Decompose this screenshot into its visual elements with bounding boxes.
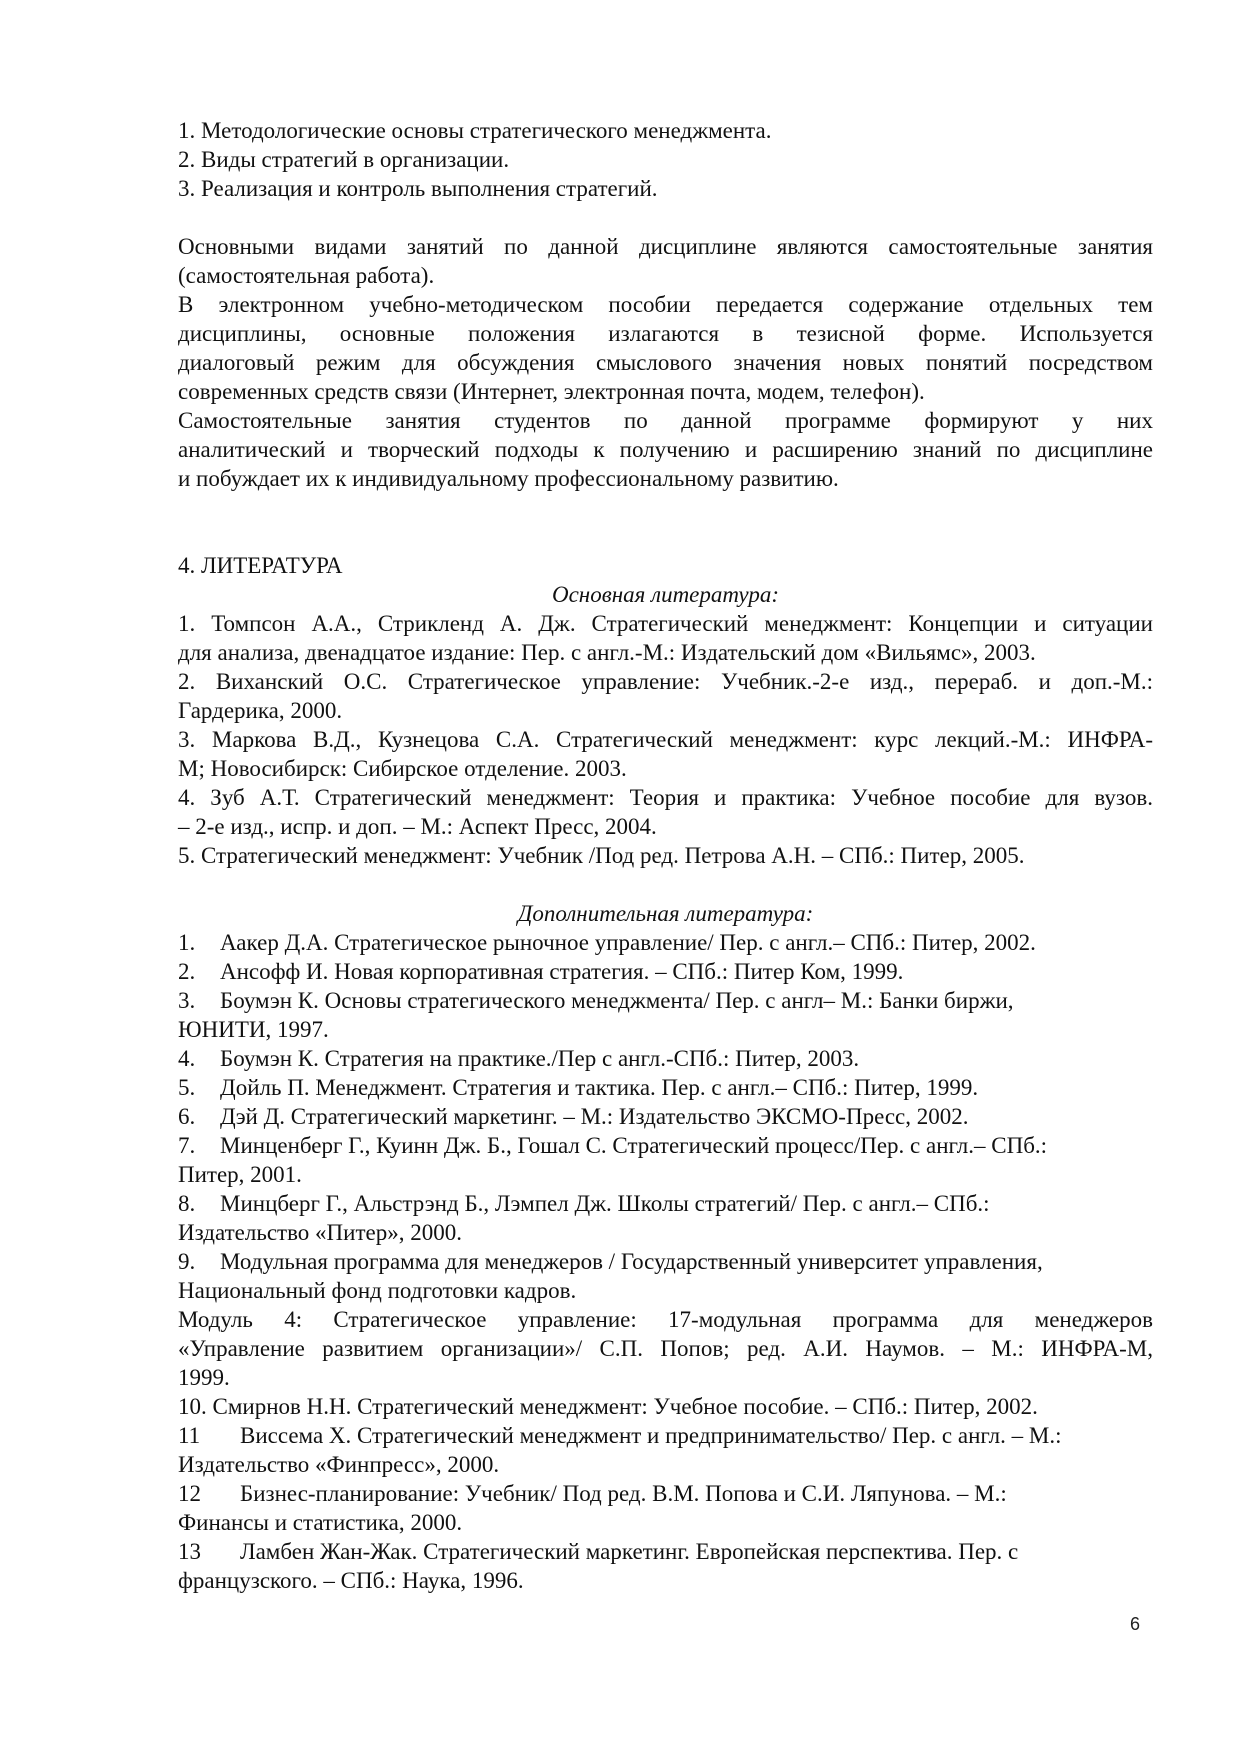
reference-line: Питер, 2001. bbox=[178, 1162, 302, 1187]
paragraph-line: диалоговый режим для обсуждения смыслового значения новых понятий посредством bbox=[178, 350, 1153, 375]
reference-line bbox=[178, 1537, 1153, 1566]
reference-line bbox=[178, 1073, 1153, 1102]
main-literature-list bbox=[178, 609, 1153, 870]
reference-line bbox=[178, 1044, 1153, 1073]
reference-text: Дойль П. Менеджмент. Стратегия и тактика. Пер. с англ.– СПб.: Питер, 1999. bbox=[220, 1075, 979, 1100]
reference-line: 1. Томпсон А.А., Стрикленд А. Дж. Стратегический менеджмент: Концепции и ситуации bbox=[178, 611, 1153, 636]
reference-text: Модульная программа для менеджеров / Государственный университет управления, bbox=[220, 1249, 1043, 1274]
reference-number: 6. bbox=[178, 1104, 196, 1129]
reference-line: Финансы и статистика, 2000. bbox=[178, 1510, 463, 1535]
reference-number: 1. bbox=[178, 930, 196, 955]
reference-text: Аакер Д.А. Стратегическое рыночное управление/ Пер. с англ.– СПб.: Питер, 2002. bbox=[220, 930, 1036, 955]
page-number: 6 bbox=[1130, 1614, 1141, 1634]
paragraph-line: В электронном учебно-методическом пособии передается содержание отдельных тем bbox=[178, 292, 1153, 317]
reference-line: 10. Смирнов Н.Н. Стратегический менеджмент: Учебное пособие. – СПб.: Питер, 2002. bbox=[178, 1394, 1038, 1419]
reference-number: 9. bbox=[178, 1249, 196, 1274]
reference-text: Боумэн К. Стратегия на практике./Пер с англ.-СПб.: Питер, 2003. bbox=[220, 1046, 860, 1071]
reference-line: 4. Зуб А.Т. Стратегический менеджмент: Теория и практика: Учебное пособие для вузов. bbox=[178, 785, 1153, 810]
reference-text: Виссема Х. Стратегический менеджмент и предпринимательство/ Пер. с англ. – М.: bbox=[240, 1423, 1062, 1448]
reference-line bbox=[178, 986, 1153, 1015]
reference-line: ЮНИТИ, 1997. bbox=[178, 1017, 329, 1042]
reference-line: М; Новосибирск: Сибирское отделение. 2003. bbox=[178, 756, 627, 781]
reference-number: 4. bbox=[178, 1046, 196, 1071]
reference-line bbox=[178, 928, 1153, 957]
paragraph-line: Основными видами занятий по данной дисциплине являются самостоятельные занятия bbox=[178, 234, 1153, 259]
reference-number: 12 bbox=[178, 1481, 201, 1506]
reference-line: 5. Стратегический менеджмент: Учебник /Под ред. Петрова А.Н. – СПб.: Питер, 2005. bbox=[178, 843, 1025, 868]
paragraph-line: дисциплины, основные положения излагаются в тезисной форме. Используется bbox=[178, 321, 1153, 346]
module-note-line: «Управление развитием организации»/ С.П. Попов; ред. А.И. Наумов. – М.: ИНФРА-М, bbox=[178, 1336, 1153, 1361]
reference-line: 2. Виханский О.С. Стратегическое управление: Учебник.-2-е изд., перераб. и доп.-М.: bbox=[178, 669, 1153, 694]
reference-text: Дэй Д. Стратегический маркетинг. – М.: Издательство ЭКСМО-Пресс, 2002. bbox=[220, 1104, 969, 1129]
reference-line: Гардерика, 2000. bbox=[178, 698, 343, 723]
reference-number: 13 bbox=[178, 1539, 201, 1564]
reference-line: для анализа, двенадцатое издание: Пер. с англ.-М.: Издательский дом «Вильямс», 2003. bbox=[178, 640, 1036, 665]
document-page bbox=[178, 116, 1153, 1595]
paragraph-line: Самостоятельные занятия студентов по данной программе формируют у них bbox=[178, 408, 1153, 433]
paragraph-line: и побуждает их к индивидуальному профессиональному развитию. bbox=[178, 466, 839, 491]
main-literature-title: Основная литература: bbox=[551, 582, 779, 607]
module-note-line: Модуль 4: Стратегическое управление: 17-модульная программа для менеджеров bbox=[178, 1307, 1153, 1332]
reference-line: Национальный фонд подготовки кадров. bbox=[178, 1278, 577, 1303]
paragraph-line: современных средств связи (Интернет, электронная почта, модем, телефон). bbox=[178, 379, 925, 404]
extra-literature-list bbox=[178, 928, 1153, 1595]
reference-number: 3. bbox=[178, 988, 196, 1013]
reference-line: Издательство «Финпресс», 2000. bbox=[178, 1452, 500, 1477]
paragraph-line: (самостоятельная работа). bbox=[178, 263, 435, 288]
reference-text: Бизнес-планирование: Учебник/ Под ред. В.М. Попова и С.И. Ляпунова. – М.: bbox=[240, 1481, 1007, 1506]
reference-line bbox=[178, 1247, 1153, 1276]
reference-text: Ансофф И. Новая корпоративная стратегия. – СПб.: Питер Ком, 1999. bbox=[220, 959, 904, 984]
reference-line: французского. – СПб.: Наука, 1996. bbox=[178, 1568, 524, 1593]
reference-number: 7. bbox=[178, 1133, 196, 1158]
reference-line bbox=[178, 1421, 1153, 1450]
reference-line bbox=[178, 957, 1153, 986]
reference-number: 2. bbox=[178, 959, 196, 984]
reference-text: Ламбен Жан-Жак. Стратегический маркетинг. Европейская перспектива. Пер. с bbox=[240, 1539, 1019, 1564]
reference-line: – 2-е изд., испр. и доп. – М.: Аспект Пресс, 2004. bbox=[178, 814, 657, 839]
topic-item: 2. Виды стратегий в организации. bbox=[178, 147, 510, 172]
topic-item: 3. Реализация и контроль выполнения стратегий. bbox=[178, 176, 658, 201]
paragraph-line: аналитический и творческий подходы к получению и расширению знаний по дисциплине bbox=[178, 437, 1153, 462]
extra-literature-title: Дополнительная литература: bbox=[517, 901, 814, 926]
module-note-line: 1999. bbox=[178, 1365, 230, 1390]
reference-text: Минцберг Г., Альстрэнд Б., Лэмпел Дж. Школы стратегий/ Пер. с англ.– СПб.: bbox=[220, 1191, 990, 1216]
reference-number: 5. bbox=[178, 1075, 196, 1100]
reference-number: 11 bbox=[178, 1423, 201, 1448]
reference-line bbox=[178, 1479, 1153, 1508]
reference-line: Издательство «Питер», 2000. bbox=[178, 1220, 462, 1245]
reference-text: Боумэн К. Основы стратегического менеджмента/ Пер. с англ– М.: Банки биржи, bbox=[220, 988, 1014, 1013]
section-heading: 4. ЛИТЕРАТУРА bbox=[178, 553, 343, 578]
reference-line bbox=[178, 1189, 1153, 1218]
reference-line: 3. Маркова В.Д., Кузнецова С.А. Стратегический менеджмент: курс лекций.-М.: ИНФРА- bbox=[178, 727, 1153, 752]
topic-item: 1. Методологические основы стратегического менеджмента. bbox=[178, 118, 772, 143]
reference-text: Минценберг Г., Куинн Дж. Б., Гошал С. Стратегический процесс/Пер. с англ.– СПб.: bbox=[220, 1133, 1048, 1158]
reference-line bbox=[178, 1102, 1153, 1131]
reference-number: 8. bbox=[178, 1191, 196, 1216]
reference-line bbox=[178, 1131, 1153, 1160]
